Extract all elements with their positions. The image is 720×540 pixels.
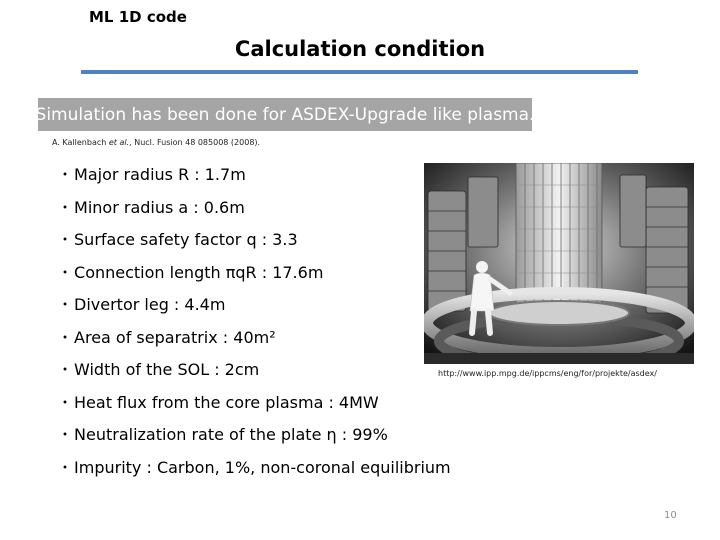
reference-author: A. Kallenbach (52, 138, 109, 147)
reference-journal: , Nucl. Fusion 48 085008 (2008). (129, 138, 261, 147)
condition-sol-width: ・ Width of the SOL : 2cm (57, 357, 451, 390)
photo-source-url: http://www.ipp.mpg.de/ippcms/eng/for/projekte/asdex/ (438, 369, 657, 378)
condition-major-radius: ・ Major radius R : 1.7m (57, 162, 451, 195)
simulation-banner: Simulation has been done for ASDEX-Upgrade like plasma. (38, 98, 532, 131)
slide-title-text: Calculation condition (234, 37, 486, 61)
condition-safety-factor: ・ Surface safety factor q : 3.3 (57, 227, 451, 260)
tokamak-photo (424, 163, 694, 364)
page-number: 10 (664, 510, 677, 521)
condition-neutralization-rate: ・ Neutralization rate of the plate η : 99% (57, 422, 451, 455)
conditions-list (57, 162, 451, 487)
reference-citation (52, 138, 260, 147)
condition-impurity: ・ Impurity : Carbon, 1%, non-coronal equilibrium (57, 455, 451, 488)
condition-minor-radius: ・ Minor radius a : 0.6m (57, 195, 451, 228)
condition-heat-flux: ・ Heat flux from the core plasma : 4MW (57, 390, 451, 423)
reference-etal: et al. (108, 138, 130, 147)
condition-connection-length: ・ Connection length πqR : 17.6m (57, 260, 451, 293)
condition-separatrix-area: ・ Area of separatrix : 40m² (57, 325, 451, 358)
slide-title (0, 37, 720, 61)
title-underline (81, 70, 638, 74)
condition-divertor-leg: ・ Divertor leg : 4.4m (57, 292, 451, 325)
corner-title: ML 1D code (89, 8, 187, 26)
